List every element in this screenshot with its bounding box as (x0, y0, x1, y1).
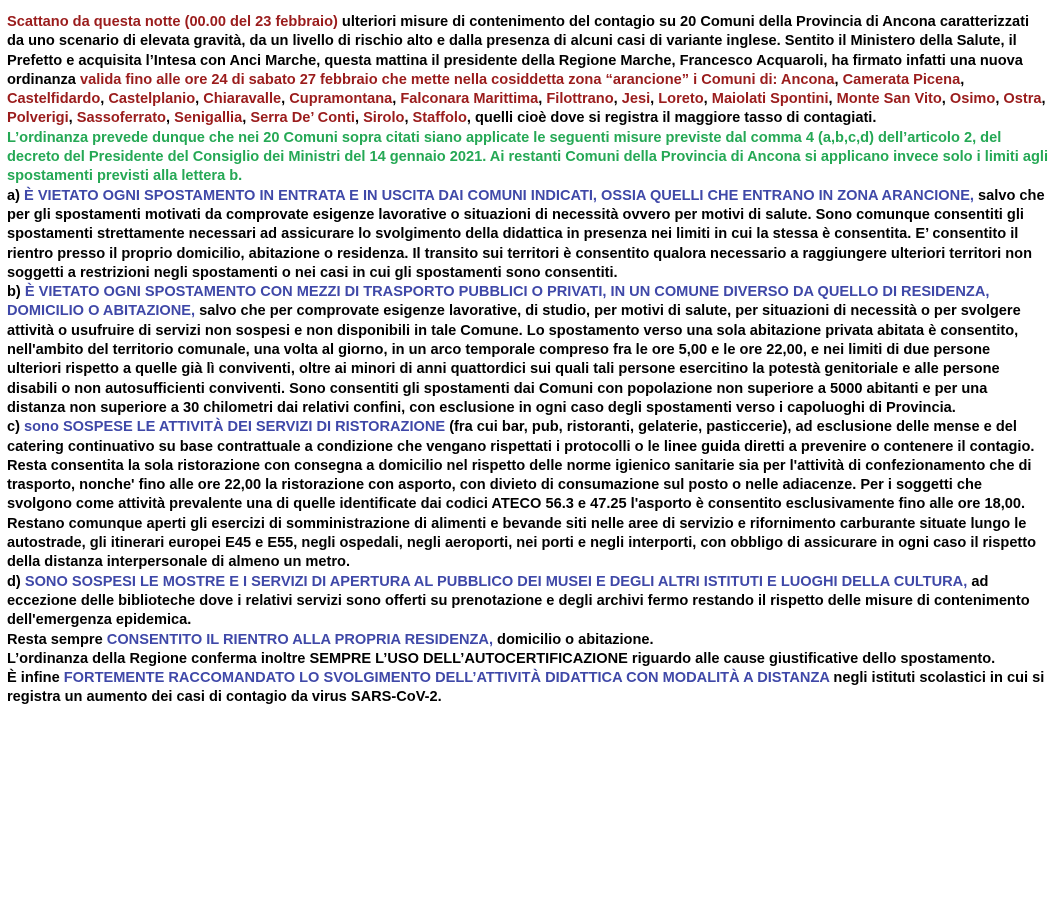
measure-a-paragraph (7, 187, 1048, 283)
text-run: a) (7, 187, 25, 204)
text-run: ulteriori misure di contenimento del contagio su 20 Comuni della Provincia di Ancona caratterizzati da uno scenario di elevata gravità, da un livello di rischio alto e dalla presenza di alcuni casi di variante inglese. Sentito il Ministero della Salute, il Prefetto e acquisita l’Intesa con Anci Marche, questa mattina il presidente della Regione Marche, Francesco Acquaroli, ha firmato infatti una nuova ordinanza (7, 14, 1030, 88)
text-run: salvo che per gli spostamenti motivati da comprovate esigenze lavorative o situazioni di necessità ovvero per motivi di salute. Sono comunque consentiti gli spostamenti strettamente necessari ad assicurare lo svolgimento della didattica in presenza nei limiti in cui la stessa è consentita. E’ consentito il rientro presso il proprio domicilio, abitazione o residenza. Il transito sui territori è consentito qualora necessario a raggiungere ulteriori territori non soggetti a restrizioni negli spostamenti o nei casi in cui gli spostamenti sono consentiti. (7, 187, 1045, 281)
text-run: , (960, 71, 965, 88)
return-home-paragraph (7, 631, 1048, 650)
measure-b-paragraph (7, 283, 1048, 418)
text-run: c) (7, 419, 25, 436)
text-run: , (68, 110, 77, 127)
text-run: Castelfidardo (7, 91, 101, 108)
text-run: Jesi (621, 91, 651, 108)
text-run: ad eccezione delle biblioteche dove i relativi servizi sono offerti su prenotazione e degli archivi fermo restando il rispetto delle misure di contenimento dell'emergenza epidemica. (7, 573, 1030, 629)
text-run: L’ordinanza della Regione conferma inoltre SEMPRE L’USO DELL’AUTOCERTIFICAZIONE riguardo alle cause giustificative dello spostamento. (7, 650, 996, 667)
text-run: Maiolati Spontini (711, 91, 829, 108)
measure-d-paragraph (7, 573, 1048, 631)
text-run: , (281, 91, 290, 108)
text-run: Scattano da questa notte (00.00 del 23 febbraio) (7, 14, 338, 30)
text-run: Sirolo (363, 110, 405, 127)
self-certification-paragraph (7, 650, 1048, 669)
text-run: , (613, 91, 622, 108)
text-run: Chiaravalle (203, 91, 282, 108)
text-run: , (538, 91, 547, 108)
text-run: Camerata Picena (842, 71, 961, 88)
intro-paragraph (7, 13, 1048, 129)
ordinance-summary-paragraph (7, 129, 1048, 187)
text-run: , (834, 71, 843, 88)
text-run: , (354, 110, 364, 127)
text-run: Monte San Vito (836, 91, 942, 108)
text-run: (fra cui bar, pub, ristoranti, gelaterie, pasticcerie), ad esclusione delle mense e del catering continuativo su base contrattuale a condizione che vengano rispettati i protocolli o le linee guida diretti a prevenire o contenere il contagio. Resta consentita la sola ristorazione con consegna a domicilio nel rispetto delle norme igienico sanitarie sia per l'attività di confezionamento che di trasporto, nonche' fino alle ore 22,00 la ristorazione con asporto, con divieto di consumazione sul posto o nelle adiacenze. Per i soggetti che svolgono come attività prevalente una di quelle identificate dai codici ATECO 56.3 e 47.25 l'asporto è consentito esclusivamente fino alle ore 18,00. Restano comunque aperti gli esercizi di somministrazione di alimenti e bevande siti nelle aree di servizio e rifornimento carburante situate lungo le autostrade, gli itinerari europei E45 e E55, negli ospedali, negli aeroporti, nei porti e negli interporti, con obbligo di assicurare in ogni caso il rispetto della distanza interpersonale di almeno un metro. (7, 419, 1037, 571)
text-run: , (941, 91, 950, 108)
text-run: Castelplanio (108, 91, 196, 108)
text-run: Cupramontana (289, 91, 393, 108)
text-run: , (242, 110, 251, 127)
text-run: Falconara Marittima (400, 91, 539, 108)
text-run: CONSENTITO IL RIENTRO ALLA PROPRIA RESIDENZA, (106, 631, 493, 648)
text-run: , (995, 91, 1004, 108)
measure-c-paragraph (7, 418, 1048, 572)
text-run: b) (7, 284, 25, 301)
text-run: SONO SOSPESI LE MOSTRE E I SERVIZI DI APERTURA AL PUBBLICO DEI MUSEI E DEGLI ALTRI ISTITUTI E LUOGHI DELLA CULTURA, (24, 573, 968, 590)
text-run: Ostra (1003, 91, 1042, 108)
text-run: d) (7, 573, 25, 590)
text-run: domicilio o abitazione. (493, 631, 654, 648)
text-run: Serra De’ Conti (250, 110, 355, 127)
text-run: , (650, 91, 659, 108)
text-run: sono SOSPESE LE ATTIVITÀ DEI SERVIZI DI RISTORAZIONE (24, 419, 446, 436)
text-run: Osimo (949, 91, 996, 108)
text-run: Polverigi (7, 110, 69, 127)
distance-learning-paragraph (7, 669, 1048, 708)
text-run: L’ordinanza prevede dunque che nei 20 Comuni sopra citati siano applicate le seguenti misure previste dal comma 4 (a,b,c,d) dell’articolo 2, del decreto del Presidente del Consiglio dei Ministri del 14 gennaio 2021. Ai restanti Comuni della Provincia di Ancona si applicano invece solo i limiti agli spostamenti previsti alla lettera b. (7, 129, 1049, 185)
text-run: , (100, 91, 109, 108)
text-run: , (1041, 91, 1046, 108)
text-run: FORTEMENTE RACCOMANDATO LO SVOLGIMENTO DELL’ATTIVITÀ DIDATTICA CON MODALITÀ A DISTANZA (63, 670, 830, 687)
text-run: Loreto (658, 91, 704, 108)
text-run: negli istituti scolastici in cui si registra un aumento dei casi di contagio da virus SARS-CoV-2. (7, 670, 1045, 706)
text-run: Resta sempre (7, 631, 107, 648)
text-run: valida fino alle ore 24 di sabato 27 febbraio che mette nella cosiddetta zona “arancione” i Comuni di: Ancona (79, 71, 835, 88)
text-run: , (404, 110, 413, 127)
text-run: Staffolo (412, 110, 467, 127)
text-run: Sassoferrato (76, 110, 166, 127)
text-run: Filottrano (546, 91, 614, 108)
text-run: , (703, 91, 712, 108)
text-run: , (392, 91, 401, 108)
text-run: Senigallia (174, 110, 243, 127)
text-run: È VIETATO OGNI SPOSTAMENTO CON MEZZI DI TRASPORTO PUBBLICI O PRIVATI, IN UN COMUNE DIVERSO DA QUELLO DI RESIDENZA, DOMICILIO O ABITAZIONE, (7, 284, 990, 320)
text-run: , (165, 110, 175, 127)
text-run: È VIETATO OGNI SPOSTAMENTO IN ENTRATA E IN USCITA DAI COMUNI INDICATI, OSSIA QUELLI CHE ENTRANO IN ZONA ARANCIONE, (24, 187, 974, 204)
text-run: È infine (7, 670, 64, 687)
text-run: , (828, 91, 837, 108)
text-run: , (195, 91, 204, 108)
text-run: salvo che per comprovate esigenze lavorative, di studio, per motivi di salute, per situazioni di necessità o per svolgere attività o usufruire di servizi non sospesi e non disponibili in tale Comune. Lo spostamento verso una sola abitazione privata abitata è consentito, nell'ambito del territorio comunale, una volta al giorno, in un arco temporale compreso fra le ore 5,00 e le ore 22,00, e nei limiti di due persone ulteriori rispetto a quelle già lì conviventi, oltre ai minori di anni quattordici sui quali tali persone esercitino la potestà genitoriale e alle persone disabili o non autosufficienti conviventi. Sono consentiti gli spostamenti dai Comuni con popolazione non superiore a 5000 abitanti e per una distanza non superiore a 30 chilometri dai relativi confini, con esclusione in ogni caso degli spostamenti verso i capoluoghi di Provincia. (7, 303, 1021, 416)
text-run: , quelli cioè dove si registra il maggiore tasso di contagiati. (466, 110, 877, 127)
